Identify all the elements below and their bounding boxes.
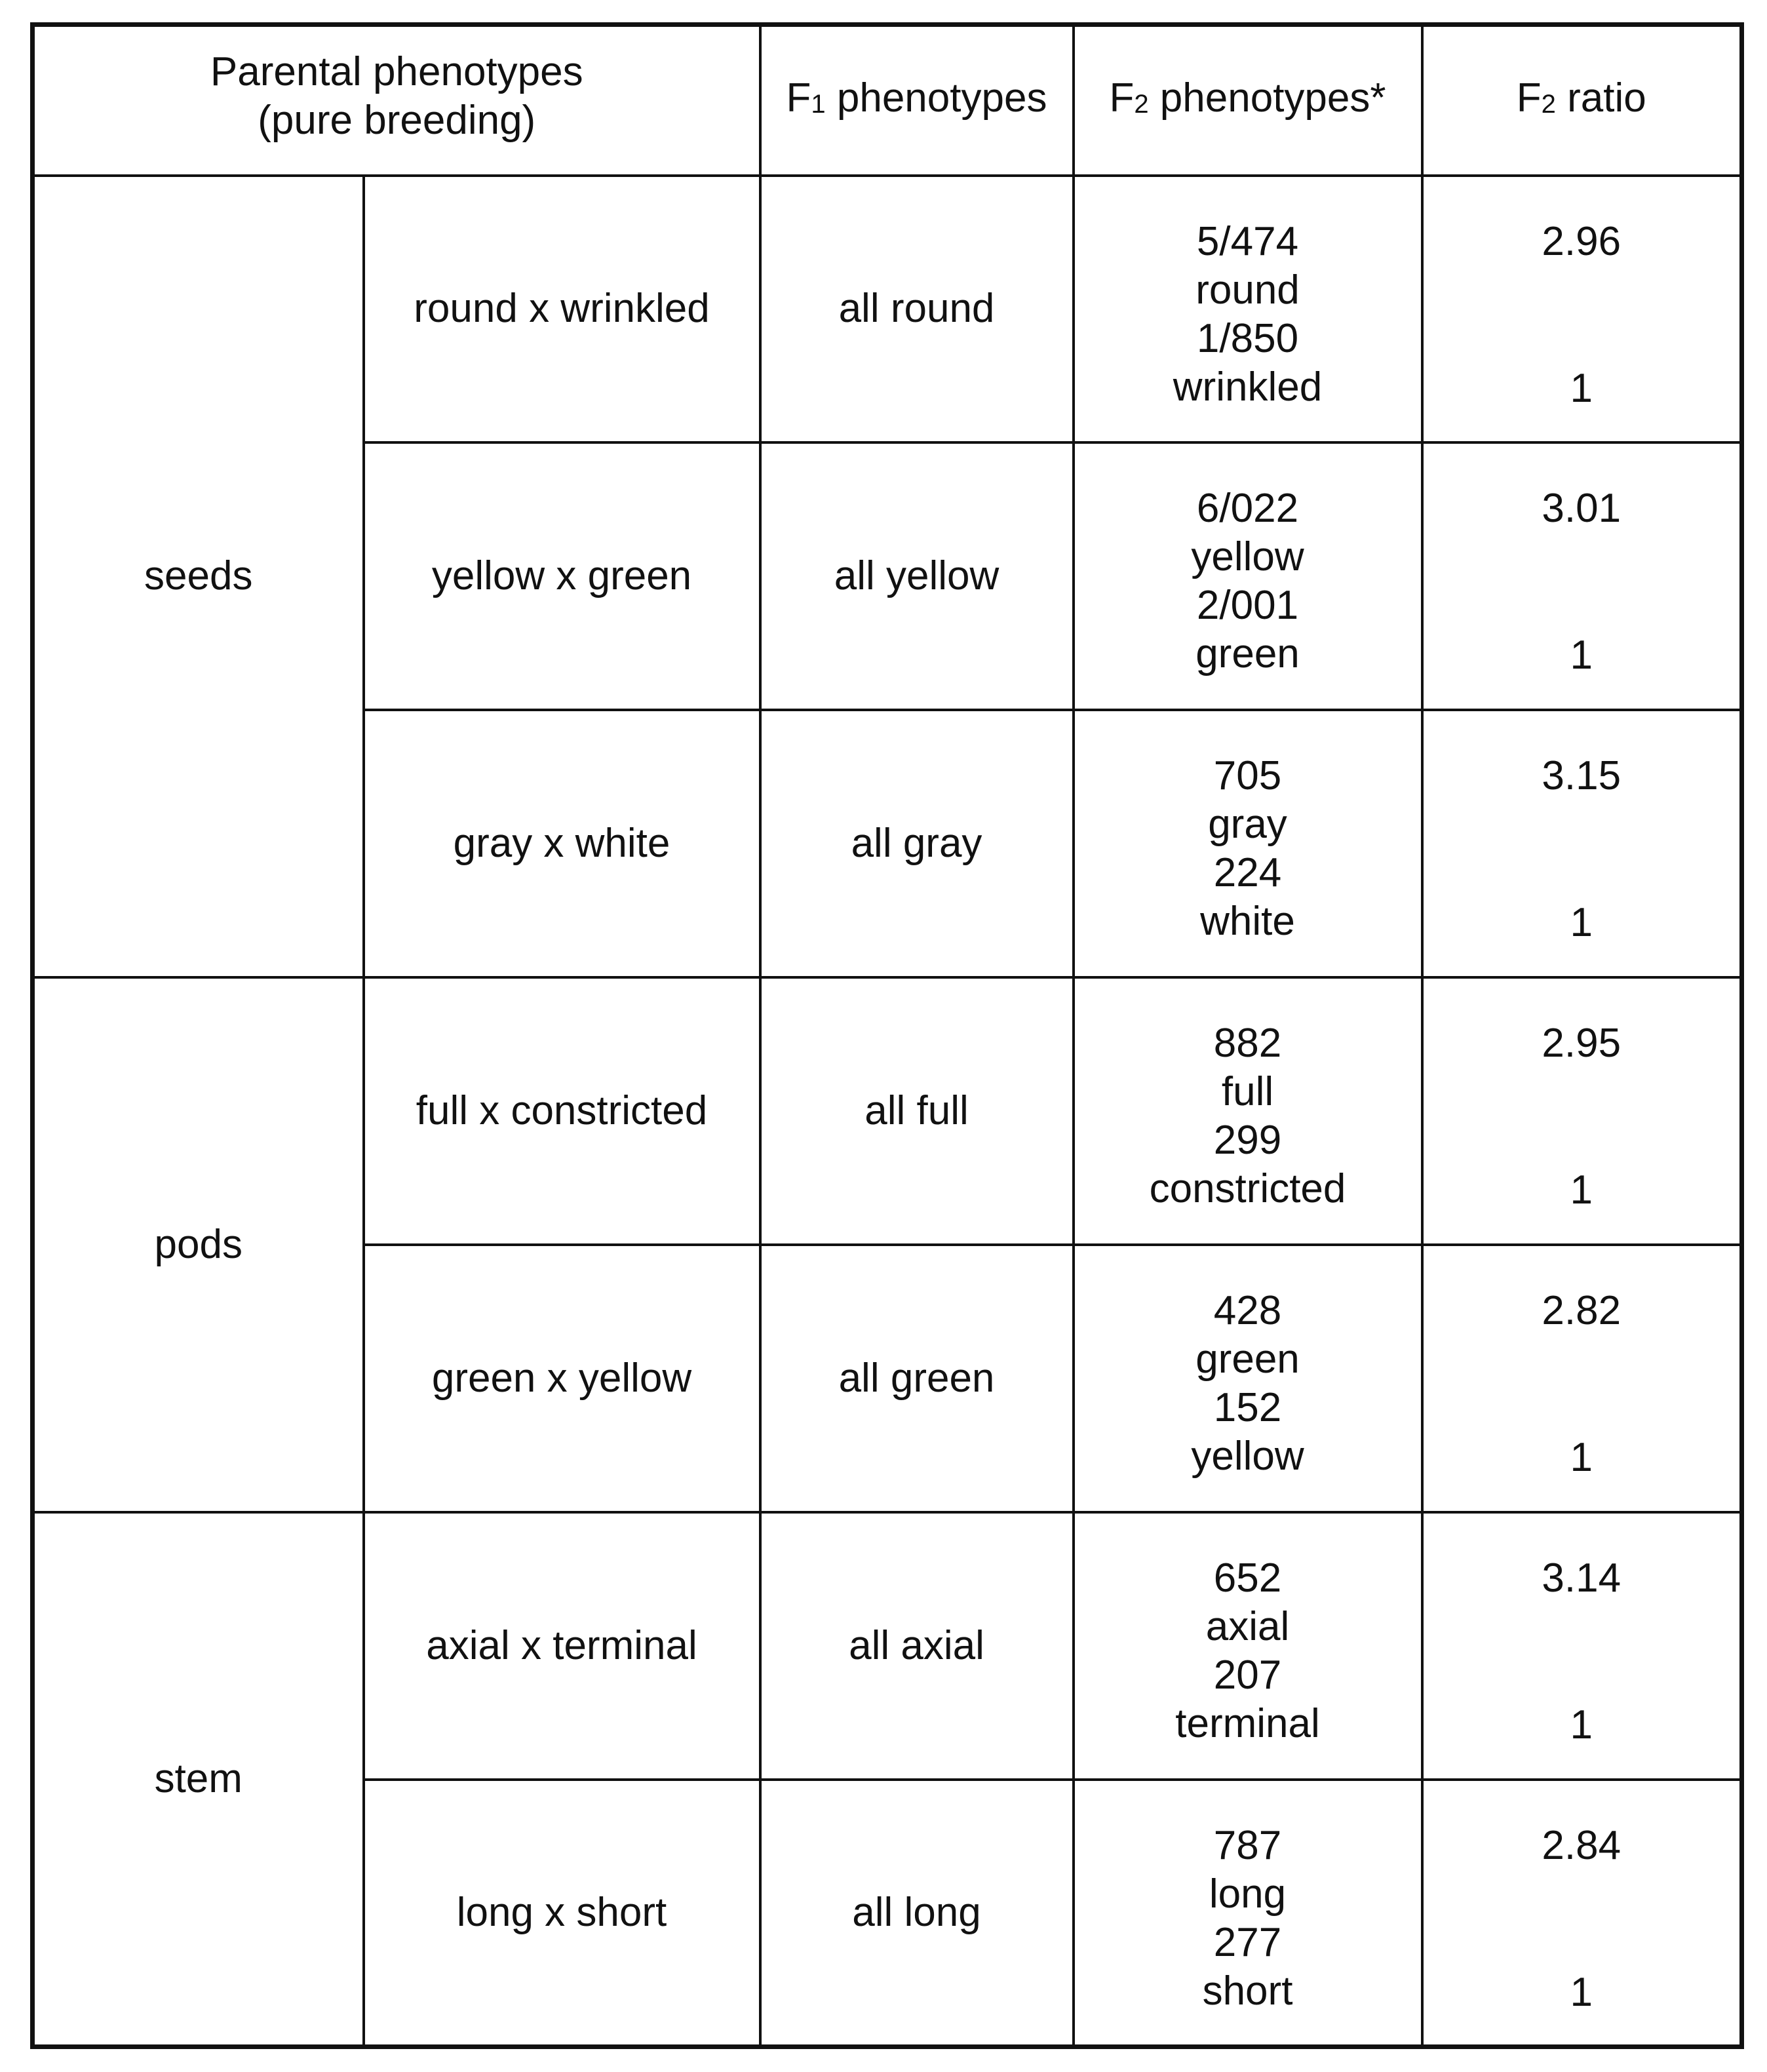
dominant-name: round: [1195, 267, 1300, 313]
ratio-base: 1: [1570, 1969, 1593, 2015]
f2-cell: [1074, 442, 1422, 710]
header-f2-ratio: $F_2$ ratio: [1422, 25, 1742, 176]
f2-cell: [1074, 710, 1422, 977]
table-row: [33, 977, 1742, 1245]
header-parental-line2: (pure breeding): [258, 98, 536, 143]
cross-cell: axial x terminal: [364, 1512, 760, 1780]
mendel-crosses-table: [30, 22, 1744, 2049]
recessive-count: 277: [1213, 1919, 1282, 1965]
ratio-value: 2.82: [1542, 1287, 1621, 1333]
f1-cell: all long: [760, 1780, 1074, 2047]
dominant-count: 6/022: [1196, 486, 1299, 532]
ratio-cell: [1422, 710, 1742, 977]
cross-cell: green x yellow: [364, 1245, 760, 1512]
recessive-count: 224: [1213, 850, 1282, 896]
f2-cell: [1074, 977, 1422, 1245]
f2-cell: [1074, 1512, 1422, 1780]
dominant-name: long: [1209, 1871, 1287, 1917]
cross-cell: round x wrinkled: [364, 176, 760, 443]
header-row: [33, 25, 1742, 176]
dominant-name: yellow: [1191, 534, 1304, 580]
recessive-name: green: [1195, 631, 1300, 677]
recessive-count: 299: [1213, 1118, 1282, 1163]
dominant-name: gray: [1208, 802, 1287, 848]
recessive-count: 152: [1213, 1384, 1282, 1430]
dominant-name: green: [1195, 1336, 1300, 1382]
recessive-name: terminal: [1175, 1700, 1320, 1746]
f1-cell: all axial: [760, 1512, 1074, 1780]
recessive-name: white: [1200, 899, 1295, 945]
f2-cell: [1074, 1245, 1422, 1512]
dominant-count: 705: [1213, 753, 1282, 799]
dominant-count: 787: [1213, 1822, 1282, 1868]
ratio-base: 1: [1570, 365, 1593, 411]
f1-cell: all full: [760, 977, 1074, 1245]
dominant-count: 5/474: [1196, 218, 1299, 264]
recessive-count: 2/001: [1196, 583, 1299, 629]
header-f2-phenotypes: $F_2$ phenotypes*: [1074, 25, 1422, 176]
ratio-cell: [1422, 176, 1742, 443]
ratio-cell: [1422, 1512, 1742, 1780]
dominant-count: 882: [1213, 1021, 1282, 1066]
dominant-name: full: [1221, 1069, 1274, 1115]
ratio-cell: [1422, 1245, 1742, 1512]
dominant-name: axial: [1205, 1603, 1290, 1649]
f1-cell: all yellow: [760, 442, 1074, 710]
header-f1-phenotypes: $F_1$ phenotypes: [760, 25, 1074, 176]
cross-cell: full x constricted: [364, 977, 760, 1245]
ratio-base: 1: [1570, 1167, 1593, 1213]
header-parental-phenotypes: [33, 25, 760, 176]
table-row: [33, 176, 1742, 443]
f1-cell: all round: [760, 176, 1074, 443]
f1-cell: all green: [760, 1245, 1074, 1512]
recessive-count: 207: [1213, 1652, 1282, 1698]
ratio-cell: [1422, 977, 1742, 1245]
recessive-name: constricted: [1149, 1166, 1346, 1212]
ratio-cell: [1422, 1780, 1742, 2047]
ratio-value: 2.84: [1542, 1822, 1621, 1868]
ratio-base: 1: [1570, 633, 1593, 678]
cross-cell: gray x white: [364, 710, 760, 977]
trait-cell-seeds: seeds: [33, 176, 364, 978]
trait-cell-pods: pods: [33, 977, 364, 1512]
ratio-base: 1: [1570, 1702, 1593, 1748]
f2-cell: [1074, 176, 1422, 443]
recessive-name: yellow: [1191, 1433, 1304, 1479]
recessive-count: 1/850: [1196, 315, 1299, 361]
ratio-value: 2.96: [1542, 218, 1621, 264]
ratio-value: 2.95: [1542, 1021, 1621, 1066]
cross-cell: yellow x green: [364, 442, 760, 710]
header-parental-line1: Parental phenotypes: [210, 49, 583, 94]
dominant-count: 652: [1213, 1555, 1282, 1601]
ratio-base: 1: [1570, 1434, 1593, 1480]
table-row: [33, 1512, 1742, 1780]
ratio-value: 3.15: [1542, 753, 1621, 799]
recessive-name: wrinkled: [1173, 364, 1323, 410]
f1-cell: all gray: [760, 710, 1074, 977]
ratio-base: 1: [1570, 900, 1593, 946]
cross-cell: long x short: [364, 1780, 760, 2047]
ratio-value: 3.01: [1542, 486, 1621, 532]
ratio-value: 3.14: [1542, 1555, 1621, 1601]
trait-cell-stem: stem: [33, 1512, 364, 2047]
dominant-count: 428: [1213, 1287, 1282, 1333]
ratio-cell: [1422, 442, 1742, 710]
f2-cell: [1074, 1780, 1422, 2047]
recessive-name: short: [1202, 1968, 1293, 2014]
